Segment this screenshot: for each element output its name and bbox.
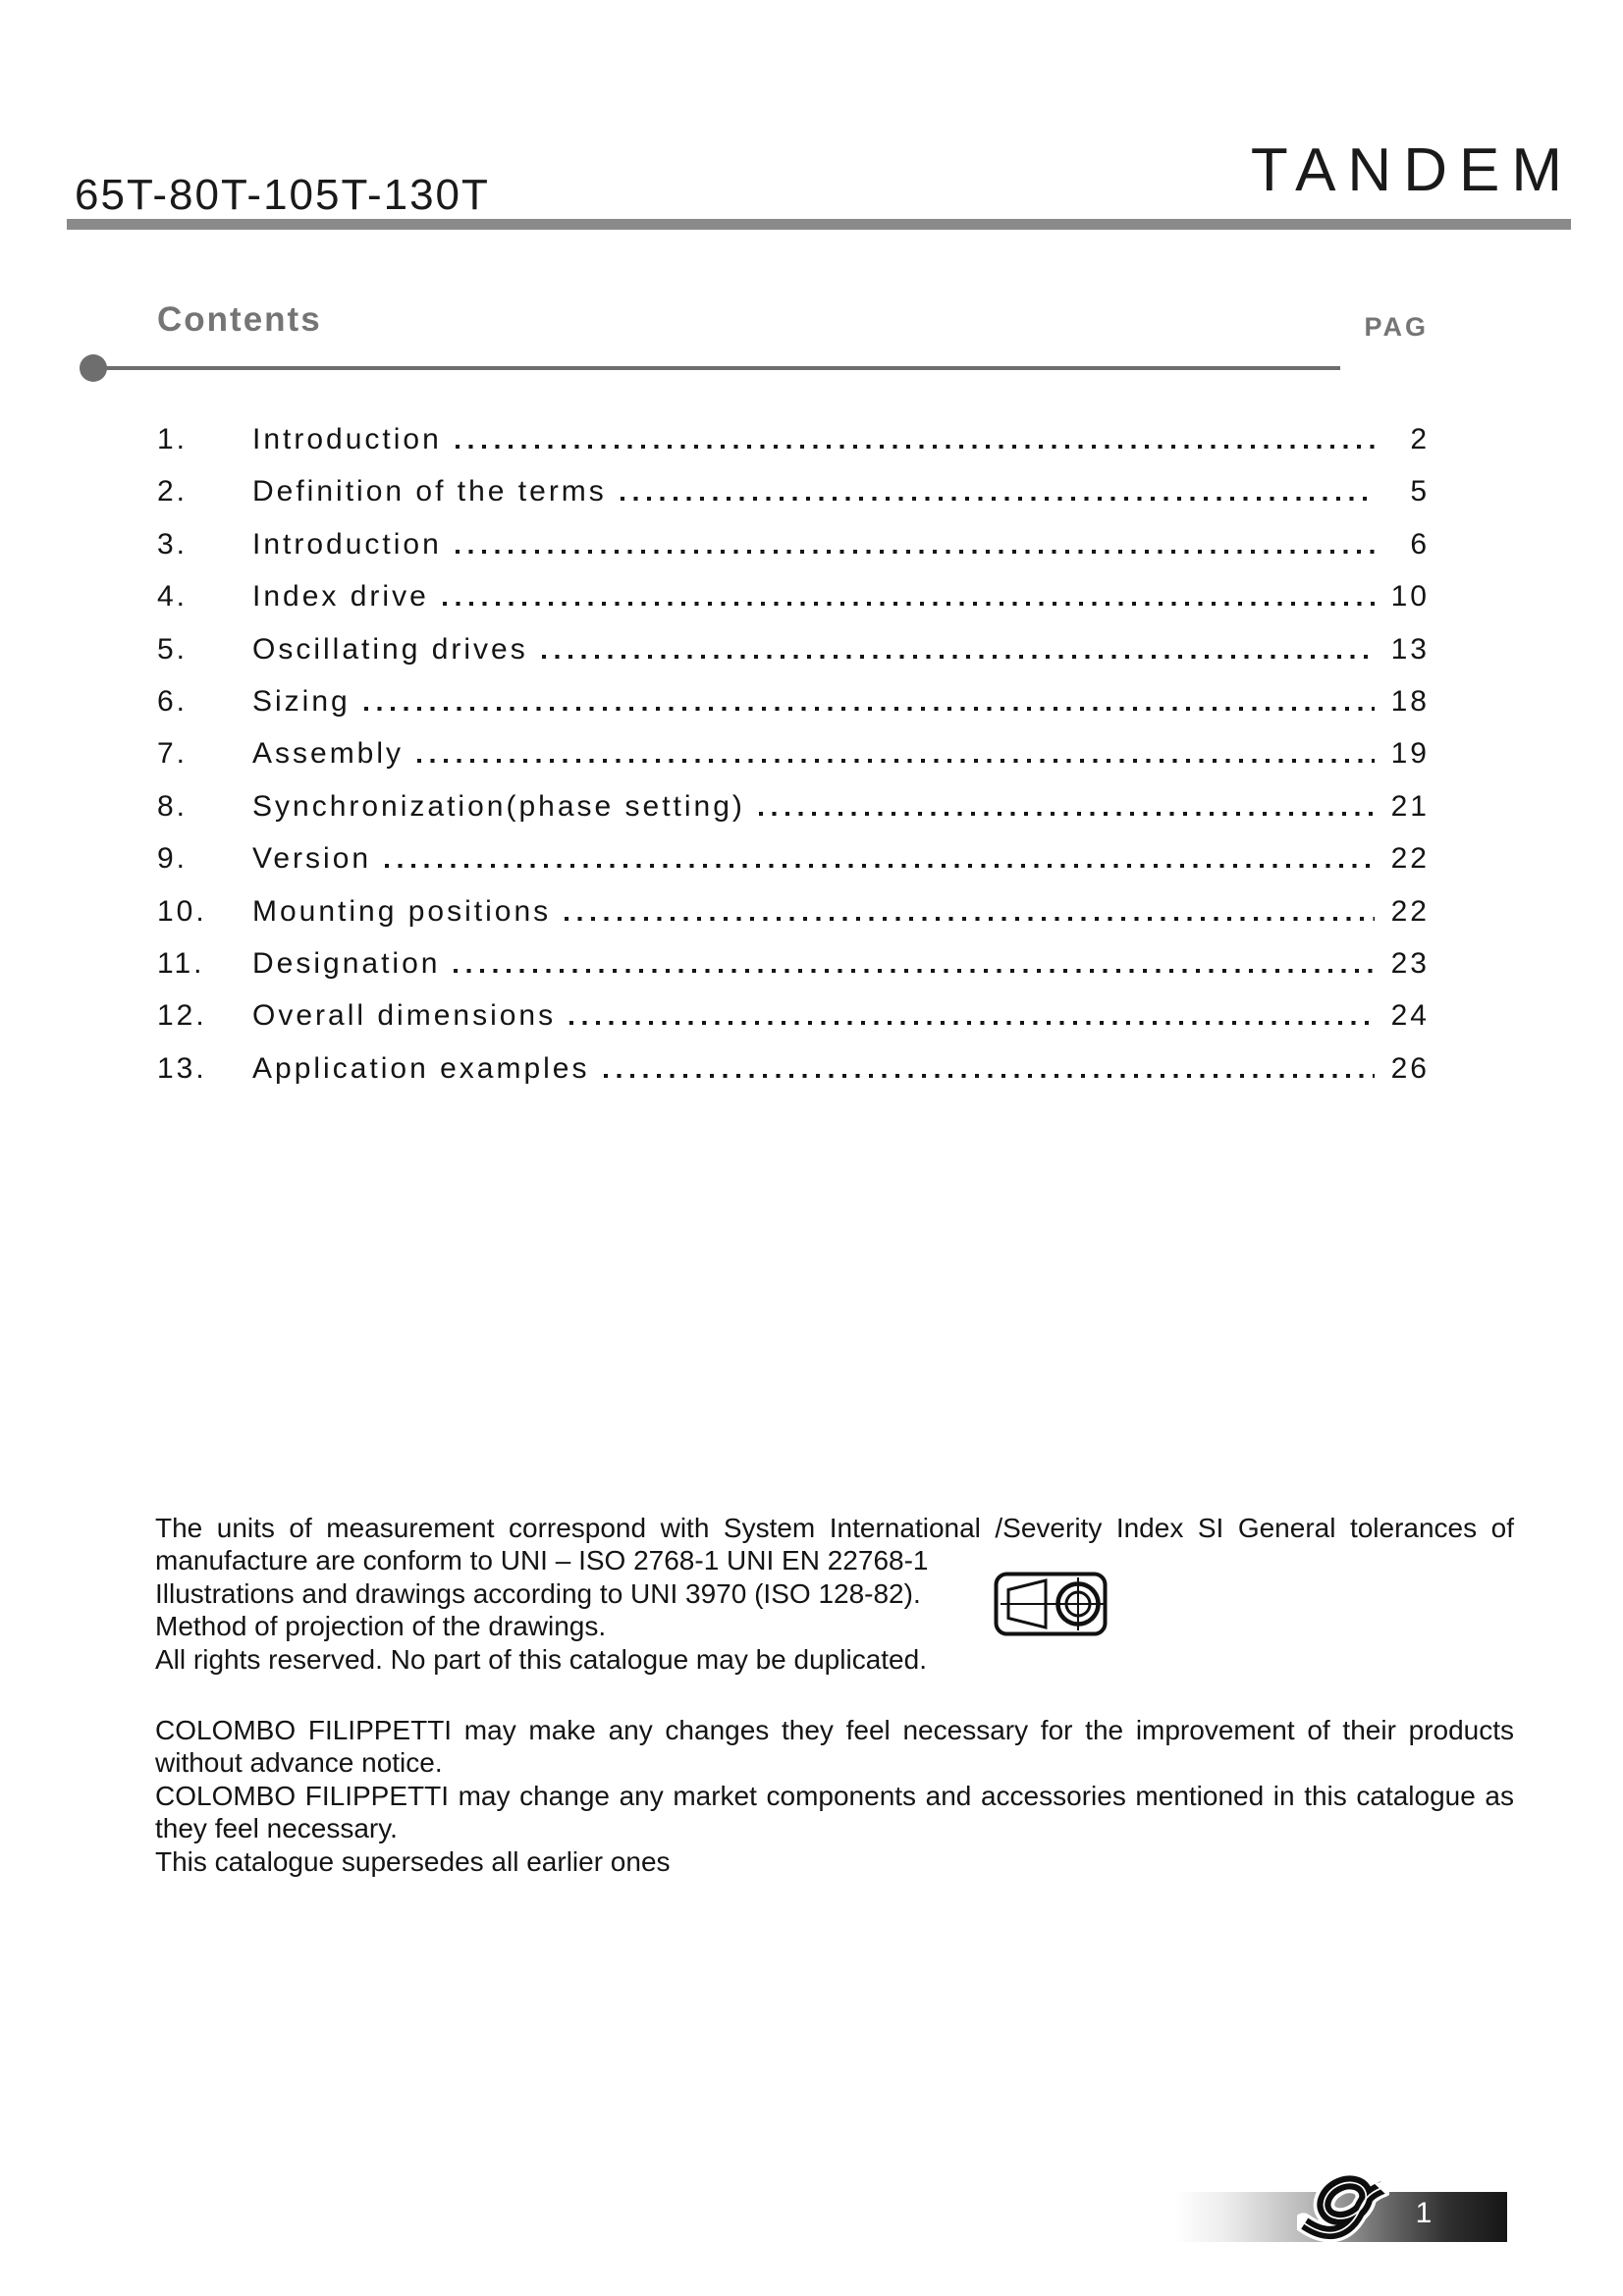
toc-entry-title: Version (252, 842, 372, 876)
toc-entry-title: Sizing (252, 684, 351, 718)
toc-row (157, 686, 1430, 738)
contents-rule (93, 366, 1340, 370)
toc-entry-title: Synchronization(phase setting) (252, 789, 745, 823)
note-line: All rights reserved. No part of this catalogue may be duplicated. (155, 1643, 927, 1675)
toc-row (157, 424, 1430, 476)
toc-entry-number: 1. (157, 423, 189, 455)
toc-dot-leader (454, 969, 1375, 973)
toc-entry-title: Assembly (252, 737, 405, 771)
toc-dot-leader (456, 445, 1375, 449)
page-column-label: PAG (1364, 312, 1429, 342)
toc-entry-title: Index drive (252, 580, 429, 614)
toc-entry-number: 10. (157, 894, 207, 928)
projection-method-icon (994, 1572, 1108, 1636)
toc-row (157, 529, 1430, 581)
toc-entry-title: Oscillating drives (252, 632, 528, 666)
header-rule (67, 219, 1571, 230)
note-line: Method of projection of the drawings. (155, 1611, 607, 1642)
toc-dot-leader (385, 864, 1375, 868)
toc-entry-page: 22 (1390, 842, 1430, 876)
toc-entry-number: 4. (157, 580, 189, 614)
toc-row (157, 791, 1430, 843)
disclaimer-line: COLOMBO FILIPPETTI may make any changes they feel necessary for the improvement of their products (155, 1715, 1514, 1745)
disclaimer-note (155, 1714, 1514, 1878)
toc-row (157, 1000, 1430, 1052)
toc-entry-number: 8. (157, 789, 189, 823)
toc-entry-page: 26 (1390, 1051, 1430, 1085)
toc-entry-number: 7. (157, 737, 189, 771)
toc-dot-leader (621, 497, 1375, 501)
toc-row (157, 843, 1430, 895)
toc-dot-leader (417, 759, 1375, 763)
toc-entry-page: 10 (1390, 580, 1430, 614)
toc-entry-title: Introduction (252, 423, 442, 455)
toc-entry-page: 5 (1410, 475, 1430, 508)
toc-row (157, 896, 1430, 948)
toc-entry-page: 6 (1410, 527, 1430, 561)
toc-row (157, 476, 1430, 528)
toc-entry-page: 2 (1410, 423, 1430, 455)
toc-entry-page: 24 (1390, 999, 1430, 1033)
toc-dot-leader (443, 602, 1375, 606)
toc-dot-leader (542, 655, 1375, 659)
toc-entry-title: Application examples (252, 1051, 590, 1085)
toc-row (157, 738, 1430, 790)
company-logo-icon (1297, 2160, 1389, 2248)
toc-entry-number: 3. (157, 527, 189, 561)
toc-dot-leader (569, 1021, 1375, 1025)
toc-entry-page: 19 (1390, 737, 1430, 771)
table-of-contents (157, 424, 1430, 1105)
disclaimer-line: COLOMBO FILIPPETTI may change any market components and accessories mentioned in this catalogue as (155, 1780, 1514, 1811)
disclaimer-line: without advance notice. (155, 1747, 443, 1779)
toc-entry-number: 6. (157, 684, 189, 718)
toc-entry-title: Definition of the terms (252, 475, 607, 508)
toc-entry-title: Introduction (252, 527, 442, 561)
toc-entry-number: 11. (157, 946, 205, 980)
toc-row (157, 634, 1430, 686)
toc-dot-leader (759, 812, 1375, 816)
standards-note (155, 1512, 1514, 1676)
toc-entry-page: 21 (1390, 789, 1430, 823)
toc-entry-page: 13 (1390, 632, 1430, 666)
toc-dot-leader (565, 917, 1375, 921)
toc-dot-leader (364, 707, 1375, 711)
toc-entry-page: 18 (1390, 684, 1430, 718)
disclaimer-line: they feel necessary. (155, 1813, 398, 1844)
toc-entry-number: 9. (157, 842, 189, 876)
note-line: The units of measurement correspond with System International /Severity Index SI General tolerances of (155, 1513, 1514, 1543)
brand-title: TANDEM (1250, 136, 1574, 204)
page-number: 1 (1415, 2197, 1433, 2229)
note-line: Illustrations and drawings according to UNI 3970 (ISO 128-82). (155, 1577, 921, 1609)
toc-row (157, 1053, 1430, 1105)
toc-entry-number: 5. (157, 632, 189, 666)
toc-entry-number: 2. (157, 475, 189, 508)
toc-entry-title: Mounting positions (252, 894, 552, 928)
toc-entry-page: 22 (1390, 894, 1430, 928)
toc-entry-title: Designation (252, 946, 441, 980)
toc-entry-number: 13. (157, 1051, 207, 1085)
disclaimer-line: This catalogue supersedes all earlier ones (155, 1845, 671, 1877)
model-code: 65T-80T-105T-130T (75, 171, 490, 219)
toc-entry-number: 12. (157, 999, 207, 1033)
toc-row (157, 581, 1430, 633)
toc-entry-page: 23 (1390, 946, 1430, 980)
note-line: manufacture are conform to UNI – ISO 2768-1 UNI EN 22768-1 (155, 1545, 929, 1576)
rule-dot (80, 354, 107, 382)
toc-entry-title: Overall dimensions (252, 999, 557, 1033)
toc-row (157, 948, 1430, 1000)
toc-dot-leader (456, 550, 1375, 554)
toc-dot-leader (604, 1074, 1376, 1078)
contents-heading: Contents (157, 300, 322, 339)
